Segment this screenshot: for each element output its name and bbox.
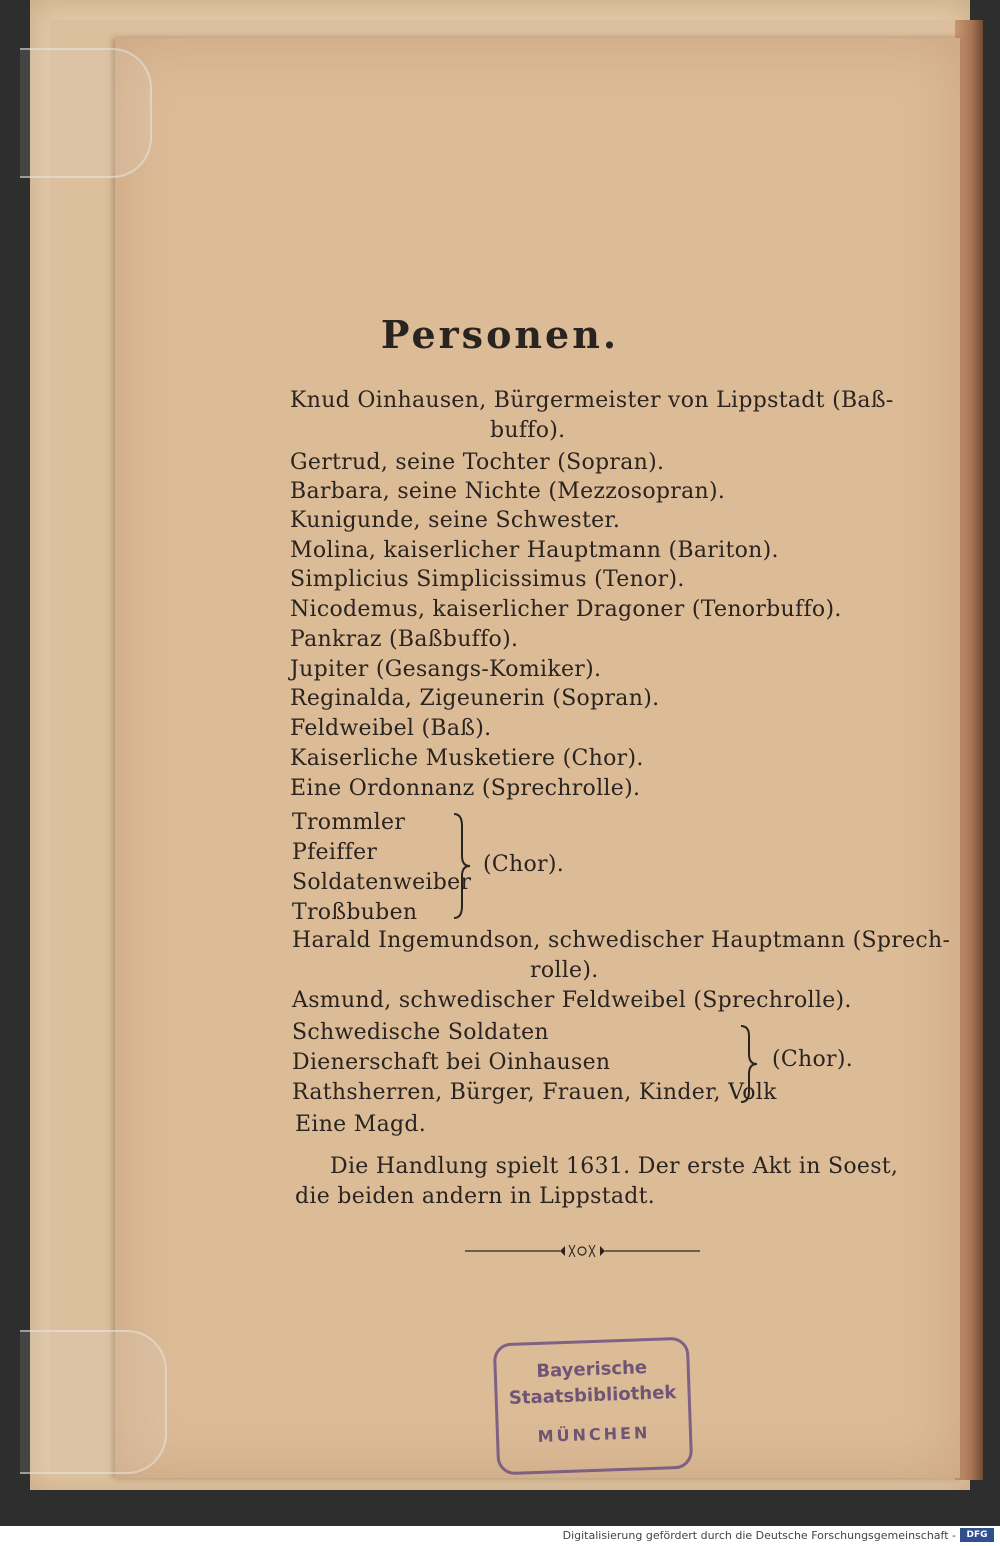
cast-line: buffo). [490,418,566,443]
cast-line: rolle). [530,958,599,983]
cast-line: Jupiter (Gesangs-Komiker). [290,657,602,682]
group2-note: (Chor). [772,1047,854,1072]
cast-line: Barbara, seine Nichte (Mezzosopran). [290,479,726,504]
library-stamp [493,1337,693,1476]
cast-line: Kunigunde, seine Schwester. [290,508,621,533]
footer-credit: Digitalisierung gefördert durch die Deutsche Forschungsgemeinschaft - [562,1529,956,1542]
group2-member: Rathsherren, Bürger, Frauen, Kinder, Volk [292,1080,777,1105]
cast-line: Reginalda, Zigeunerin (Sopran). [290,686,660,711]
stamp-line: Staatsbibliothek [508,1382,677,1409]
dfg-logo: DFG [960,1528,994,1542]
cast-line: Pankraz (Baßbuffo). [290,627,519,652]
group2-member: Schwedische Soldaten [292,1020,549,1045]
cast-line: Feldweibel (Baß). [290,716,492,741]
cast-line: Nicodemus, kaiserlicher Dragoner (Tenorbuffo). [290,597,842,622]
cast-line: Gertrud, seine Tochter (Sopran). [290,450,665,475]
cast-line: Knud Oinhausen, Bürgermeister von Lippstadt (Baß- [290,388,894,413]
stamp-line: Bayerische [536,1357,648,1382]
setting-line: Die Handlung spielt 1631. Der erste Akt in Soest, [330,1154,899,1179]
stamp-line: MÜNCHEN [537,1423,651,1446]
group2-member: Dienerschaft bei Oinhausen [292,1050,611,1075]
group1-member: Soldatenweiber [292,870,472,895]
cast-line: Molina, kaiserlicher Hauptmann (Bariton). [290,538,779,563]
group1-member: Trommler [292,810,406,835]
cast-line: Eine Ordonnanz (Sprechrolle). [290,776,641,801]
page-title: Personen. [380,312,620,357]
group1-note: (Chor). [483,852,565,877]
ornament-divider [465,1240,700,1262]
footer-bar [0,1526,1000,1546]
group1-member: Troßbuben [292,900,418,925]
cast-line: Simplicius Simplicissimus (Tenor). [290,567,685,592]
cast-line: Eine Magd. [295,1112,427,1137]
clip-top [20,48,152,178]
group1-member: Pfeiffer [292,840,378,865]
cast-line: Kaiserliche Musketiere (Chor). [290,746,644,771]
cast-line: Harald Ingemundson, schwedischer Hauptmann (Sprech- [292,928,951,953]
group1-brace [448,812,478,920]
setting-line: die beiden andern in Lippstadt. [295,1184,656,1209]
group2-brace [735,1024,765,1104]
clip-bottom [20,1330,167,1474]
cast-line: Asmund, schwedischer Feldweibel (Sprechrolle). [292,988,852,1013]
